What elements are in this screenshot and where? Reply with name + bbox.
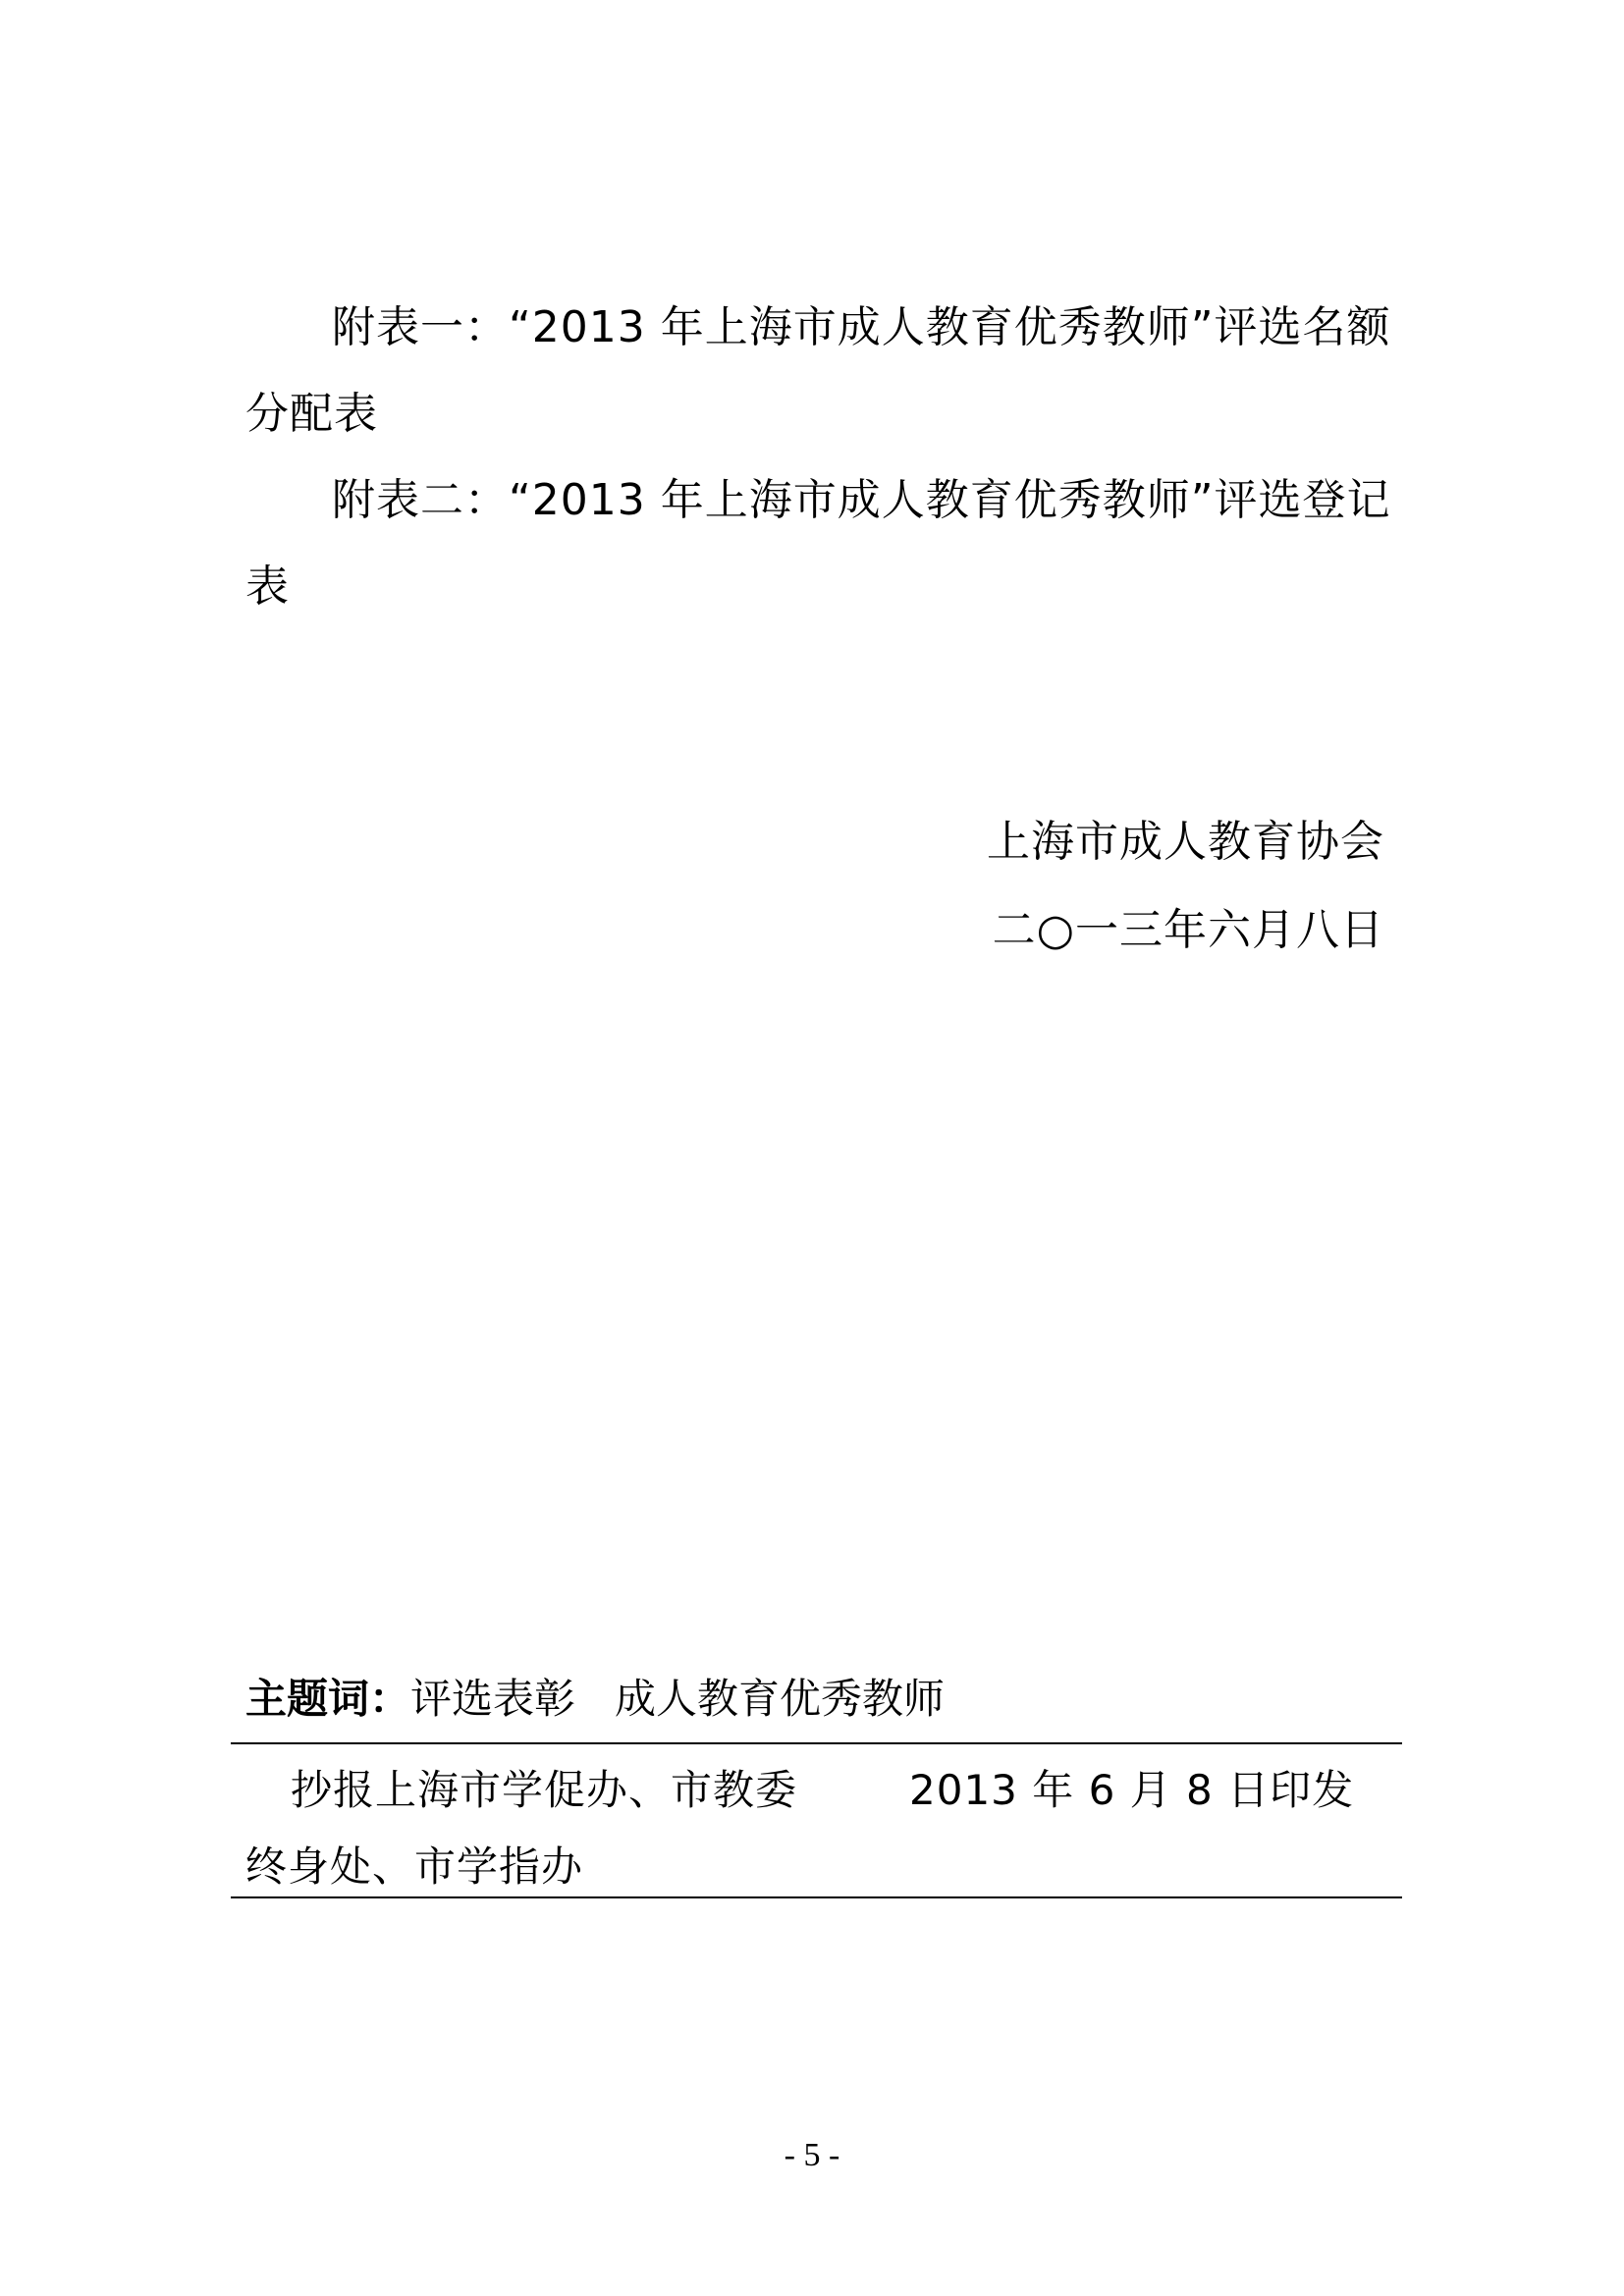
footer-rule-bottom <box>231 1896 1402 1898</box>
keyword: 成人教育优秀教师 <box>615 1675 946 1723</box>
issue-date: 二○一三年六月八日 <box>992 905 1384 955</box>
attachment-1-line-1: 附表一：“2013 年上海市成人教育优秀教师”评选名额 <box>332 302 1391 352</box>
keywords-label: 主题词： <box>245 1675 411 1723</box>
attachment-1-line-2: 分配表 <box>245 389 378 439</box>
issuing-organization: 上海市成人教育协会 <box>987 817 1384 867</box>
page-number: - 5 - <box>784 2137 840 2173</box>
attachment-2-line-1: 附表二：“2013 年上海市成人教育优秀教师”评选登记 <box>332 475 1391 525</box>
cc-recipients-line-2: 终身处、市学指办 <box>245 1842 584 1891</box>
keywords-line <box>245 1675 945 1724</box>
footer-rule-top <box>231 1742 1402 1744</box>
print-date: 2013 年 6 月 8 日印发 <box>909 1766 1355 1814</box>
cc-recipients-line-1: 抄报上海市学促办、市教委 <box>291 1766 798 1814</box>
attachment-2-line-2: 表 <box>245 561 290 612</box>
keyword: 评选表彰 <box>410 1675 576 1723</box>
